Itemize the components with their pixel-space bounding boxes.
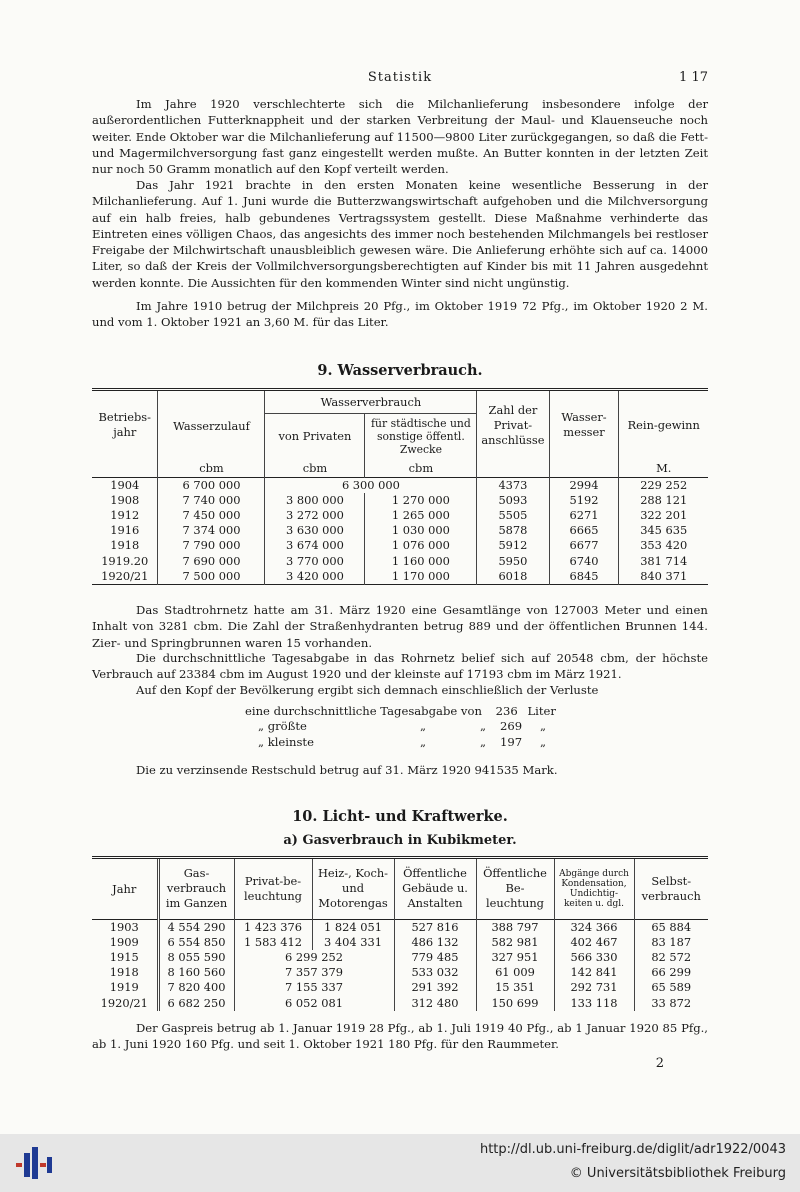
- cell-year: 1920/21: [92, 569, 158, 585]
- water-table-row: [92, 493, 708, 508]
- cell-public-buildings: 779 485: [394, 950, 476, 965]
- water-table-row: [92, 569, 708, 585]
- cell-year: 1920/21: [92, 996, 158, 1011]
- cell-public: 1 160 000: [365, 554, 477, 569]
- cell-connections: 5912: [477, 538, 549, 553]
- cell-public-buildings: 533 032: [394, 965, 476, 980]
- page-number-top: 1 17: [679, 70, 708, 85]
- cell-private-light: 1 423 376: [234, 920, 312, 935]
- cell-connections: 5093: [477, 493, 549, 508]
- header-connections: Zahl der Privat-anschlüsse: [477, 391, 549, 459]
- cell-connections: 5878: [477, 523, 549, 538]
- cell-profit: 229 252: [640, 477, 688, 492]
- cell-public-buildings: 527 816: [394, 920, 476, 935]
- cell-own-use: 33 872: [651, 995, 692, 1010]
- header-water-consumption: Wasserverbrauch: [265, 391, 477, 413]
- cell-public-light: 61 009: [476, 965, 554, 980]
- header-private: von Privaten: [265, 413, 365, 459]
- cell-profit: 353 420: [640, 538, 688, 553]
- header-heating: Heiz-, Koch- und Motorengas: [312, 859, 394, 919]
- gas-table-row: [92, 996, 708, 1011]
- cell-public-light: 327 951: [476, 950, 554, 965]
- cell-private: 6 300 000: [265, 478, 477, 493]
- cell-profit: 840 371: [640, 568, 688, 583]
- cell-own-use: 83 187: [651, 934, 692, 949]
- cell-own-use: 66 299: [651, 965, 692, 980]
- cell-year: 1908: [92, 493, 158, 508]
- paragraph-gas-price: Der Gaspreis betrug ab 1. Januar 1919 28 Pfg., ab 1. Juli 1919 40 Pfg., ab 1 Januar 1920 85 Pfg., ab 1. Juni 1920 160 Pfg. und seit 1. Oktober 1921 180 Pfg. für den Raummeter.: [92, 1021, 708, 1052]
- unit-cbm: cbm: [265, 459, 365, 477]
- cell-total: 6 682 250: [158, 996, 234, 1011]
- cell-profit: 345 635: [640, 523, 688, 538]
- water-table: [92, 388, 708, 585]
- paragraph-milk-1920: Im Jahre 1920 verschlechterte sich die Milchanlieferung insbesondere infolge der außerordentlichen Futterknappheit und der starken Verbreitung der Maul- und Klauenseuche noch weiter. Ende Oktober war die Milchanlieferung auf 11500—9800 Liter zurückgegangen, so daß die Fett- und Magermilchversorgung fast ganz eingestellt werden mußte. An Butter konnten in der letzten Zeit nur noch 50 Gramm monatlich auf den Kopf verteilt werden.: [92, 97, 708, 177]
- header-profit: Rein-gewinn: [627, 417, 700, 432]
- cell-private: 3 420 000: [265, 569, 365, 585]
- gas-table-row: [92, 950, 708, 965]
- unit-mark: M.: [656, 460, 672, 475]
- water-table-row: [92, 554, 708, 569]
- cell-public-buildings: 312 480: [394, 996, 476, 1011]
- cell-profit: 381 714: [640, 553, 688, 568]
- cell-losses: 292 731: [554, 980, 634, 995]
- cell-meters: 6665: [549, 523, 619, 538]
- header-losses: Abgänge durch Kondensation, Undichtig-keiten u. dgl.: [554, 859, 634, 919]
- cell-public-light: 388 797: [476, 920, 554, 935]
- header-own-use: Selbst-verbrauch: [641, 873, 701, 903]
- header-public-buildings: Öffentliche Gebäude u. Anstalten: [394, 859, 476, 919]
- cell-connections: 6018: [477, 569, 549, 585]
- cell-total: 4 554 290: [158, 920, 234, 935]
- cell-year: 1903: [92, 920, 158, 935]
- cell-public-light: 582 981: [476, 935, 554, 950]
- cell-year: 1918: [92, 965, 158, 980]
- cell-losses: 402 467: [554, 935, 634, 950]
- gas-table-row: [92, 980, 708, 995]
- library-logo-icon: [14, 1143, 54, 1183]
- gas-table-row: [92, 965, 708, 980]
- cell-meters: 6677: [549, 538, 619, 553]
- water-table-row: [92, 523, 708, 538]
- header-operating-year: Betriebs-jahr: [92, 391, 158, 459]
- cell-inflow: 7 450 000: [158, 508, 265, 523]
- cell-public: 1 030 000: [365, 523, 477, 538]
- water-table-row: [92, 538, 708, 553]
- copyright-text: © Universitätsbibliothek Freiburg: [569, 1166, 786, 1181]
- cell-private-light: 6 299 252: [234, 950, 394, 965]
- cell-inflow: 7 374 000: [158, 523, 265, 538]
- cell-public-buildings: 486 132: [394, 935, 476, 950]
- cell-connections: 4373: [477, 478, 549, 493]
- cell-total: 8 160 560: [158, 965, 234, 980]
- cell-heating: 3 404 331: [312, 935, 394, 950]
- cell-private: 3 770 000: [265, 554, 365, 569]
- cell-profit: 322 201: [640, 507, 688, 522]
- cell-year: 1904: [92, 478, 158, 493]
- cell-public: 1 076 000: [365, 538, 477, 553]
- viewer-footer: [0, 1134, 800, 1192]
- cell-year: 1918: [92, 538, 158, 553]
- cell-meters: 6740: [549, 554, 619, 569]
- cell-year: 1916: [92, 523, 158, 538]
- cell-public-buildings: 291 392: [394, 980, 476, 995]
- cell-meters: 2994: [549, 478, 619, 493]
- cell-public: 1 170 000: [365, 569, 477, 585]
- cell-year: 1909: [92, 935, 158, 950]
- cell-private: 3 674 000: [265, 538, 365, 553]
- cell-private: 3 800 000: [265, 493, 365, 508]
- cell-total: 7 820 400: [158, 980, 234, 995]
- cell-year: 1919: [92, 980, 158, 995]
- cell-meters: 6271: [549, 508, 619, 523]
- cell-public-light: 150 699: [476, 996, 554, 1011]
- cell-year: 1912: [92, 508, 158, 523]
- per-capita-min: „ kleinste „ „ 197 „: [258, 735, 547, 749]
- header-water-inflow: Wasserzulauf: [158, 391, 265, 459]
- cell-private-light: 7 155 337: [234, 980, 394, 995]
- cell-private-light: 7 357 379: [234, 965, 394, 980]
- cell-private-light: 6 052 081: [234, 996, 394, 1011]
- cell-losses: 324 366: [554, 920, 634, 935]
- cell-own-use: 65 589: [651, 980, 692, 995]
- header-year: Jahr: [92, 859, 158, 919]
- gas-table-row: [92, 920, 708, 935]
- paragraph-per-capita: Auf den Kopf der Bevölkerung ergibt sich demnach einschließlich der Verluste: [136, 683, 599, 697]
- section-title-light-power: 10. Licht- und Kraftwerke.: [292, 808, 508, 825]
- cell-private-light: 1 583 412: [234, 935, 312, 950]
- cell-inflow: 7 790 000: [158, 538, 265, 553]
- per-capita-average: eine durchschnittliche Tagesabgabe von 236 Liter: [245, 704, 556, 718]
- per-capita-max: „ größte „ „ 269 „: [258, 719, 547, 733]
- paragraph-pipe-network: Das Stadtrohrnetz hatte am 31. März 1920 eine Gesamtlänge von 127003 Meter und einen Inhalt von 3281 cbm. Die Zahl der Straßenhydranten betrug 889 und der öffentlichen Brunnen 144. Zier- und Springbrunnen waren 15 vorhanden.: [92, 603, 708, 650]
- unit-cbm: cbm: [365, 459, 477, 477]
- header-meters: Wasser-messer: [549, 391, 619, 459]
- cell-own-use: 65 884: [651, 919, 692, 934]
- header-total: Gas-verbrauch im Ganzen: [158, 859, 234, 919]
- gas-table-row: [92, 935, 708, 950]
- paragraph-milk-1921: Das Jahr 1921 brachte in den ersten Monaten keine wesentliche Besserung in der Milchanlieferung. Auf 1. Juni wurde die Butterzwangswirtschaft aufgehoben und die Milchversorgung auf ein halb freies, halb gebundenes Vertragssystem gestellt. Diese Maßnahme verhinderte das Eintreten eines völligen Chaos, das angesichts des immer noch bestehenden Milchmangels bei restloser Freigabe der Milchwirtschaft unausbleiblich gewesen wäre. Die Anlieferung erhöhte sich auf ca. 14000 Liter, so daß der Kreis der Vollmilchversorgungsberechtigten auf Kinder bis mit 11 Jahren ausgedehnt werden konnte. Die Aussichten für den kommenden Winter sind nicht ungünstig.: [92, 178, 708, 290]
- document-url-link[interactable]: http://dl.ub.uni-freiburg.de/diglit/adr1922/0043: [479, 1142, 786, 1157]
- cell-inflow: 7 690 000: [158, 554, 265, 569]
- cell-meters: 5192: [549, 493, 619, 508]
- cell-public: 1 265 000: [365, 508, 477, 523]
- cell-losses: 566 330: [554, 950, 634, 965]
- cell-inflow: 7 740 000: [158, 493, 265, 508]
- cell-private: 3 272 000: [265, 508, 365, 523]
- cell-inflow: 6 700 000: [158, 478, 265, 493]
- paragraph-daily-output: Die durchschnittliche Tagesabgabe in das Rohrnetz belief sich auf 20548 cbm, der höchste Verbrauch auf 23384 cbm im August 1920 und der kleinste auf 17193 cbm im März 1921.: [92, 651, 708, 682]
- gas-table: [92, 856, 708, 1011]
- header-private-light: Privat-be-leuchtung: [234, 859, 312, 919]
- paragraph-milk-price: Im Jahre 1910 betrug der Milchpreis 20 Pfg., im Oktober 1919 72 Pfg., im Oktober 1920 2 M. und vom 1. Oktober 1921 an 3,60 M. für das Liter.: [92, 299, 708, 330]
- cell-private: 3 630 000: [265, 523, 365, 538]
- cell-losses: 133 118: [554, 996, 634, 1011]
- cell-inflow: 7 500 000: [158, 569, 265, 585]
- paragraph-residual-debt: Die zu verzinsende Restschuld betrug auf 31. März 1920 941535 Mark.: [136, 763, 558, 777]
- running-head: Statistik: [367, 70, 433, 85]
- subsection-title-gas: a) Gasverbrauch in Kubikmeter.: [283, 833, 517, 848]
- header-public-light: Öffentliche Be-leuchtung: [476, 859, 554, 919]
- cell-heating: 1 824 051: [312, 920, 394, 935]
- cell-public: 1 270 000: [365, 493, 477, 508]
- water-table-row: [92, 478, 708, 493]
- cell-meters: 6845: [549, 569, 619, 585]
- cell-connections: 5505: [477, 508, 549, 523]
- cell-total: 8 055 590: [158, 950, 234, 965]
- section-title-water: 9. Wasserverbrauch.: [317, 362, 483, 379]
- unit-cbm: cbm: [158, 459, 265, 477]
- cell-total: 6 554 850: [158, 935, 234, 950]
- cell-losses: 142 841: [554, 965, 634, 980]
- water-table-row: [92, 508, 708, 523]
- cell-public-light: 15 351: [476, 980, 554, 995]
- header-public: für städtische und sonstige öffentl. Zwecke: [365, 413, 477, 459]
- cell-year: 1915: [92, 950, 158, 965]
- cell-own-use: 82 572: [651, 949, 692, 964]
- cell-profit: 288 121: [640, 492, 688, 507]
- page-number-bottom: 2: [655, 1056, 664, 1071]
- cell-year: 1919.20: [92, 554, 158, 569]
- cell-connections: 5950: [477, 554, 549, 569]
